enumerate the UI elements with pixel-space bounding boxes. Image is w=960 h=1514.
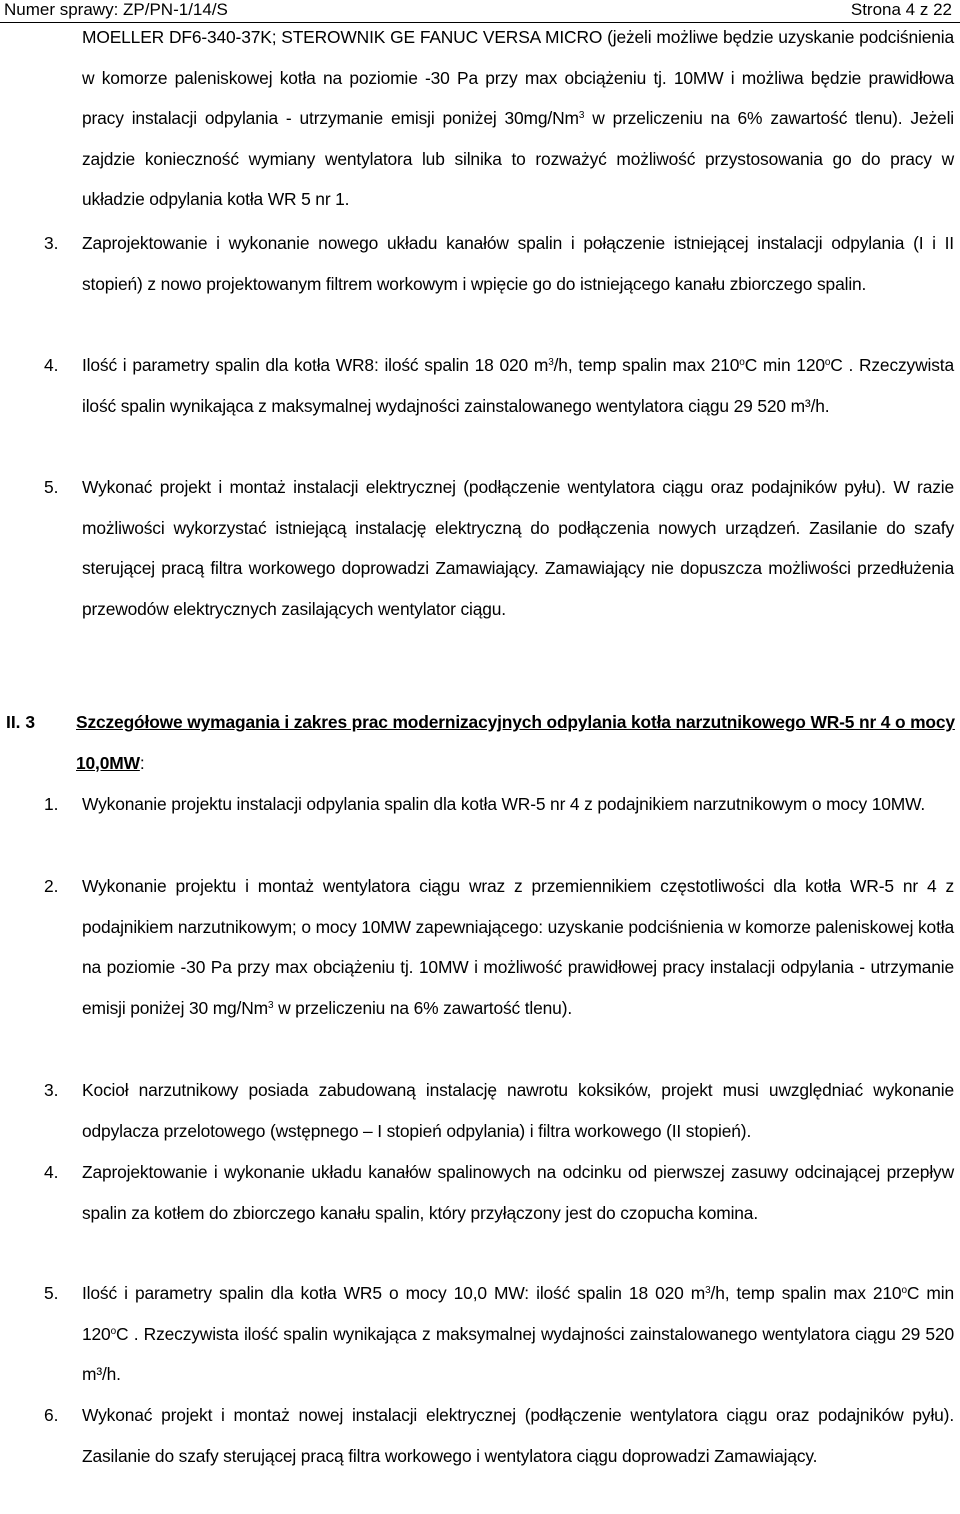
section-number: II. 3 [6,712,35,732]
s3-item-3-number: 3. [44,1080,59,1100]
page-number: Strona 4 z 22 [850,0,952,19]
s3-item-5-text: Ilość i parametry spalin dla kotła WR5 o mocy 10,0 MW: ilość spalin 18 020 $m^3/h$, temp spalin max 210$^o$C min 120$^o$C . Rzeczywista ilość spalin wynikająca z maksymalnej wydajności zainstalowanego wentylatora ciągu 29 520 m³/h. [82,1283,954,1385]
s3-item-1-text: Wykonanie projektu instalacji odpylania spalin dla kotła WR-5 nr 4 z podajnikiem narzutnikowym o mocy 10MW. [82,794,926,814]
s3-item-4-number: 4. [44,1162,59,1182]
item-4-text: Ilość i parametry spalin dla kotła WR8: ilość spalin 18 020 $m^3/h$, temp spalin max 210$^o$C min 120$^o$C . Rzeczywista ilość spalin wynikająca z maksymalnej wydajności zainstalowanego wentylatora ciągu 29 520 m³/h. [82,355,954,416]
s3-item-6-text: Wykonać projekt i montaż nowej instalacji elektrycznej (podłączenie wentylatora ciągu oraz podajników pyłu). Zasilanie do szafy sterującej pracą filtra workowego i wentylatora ciągu doprowadzi Zamawiający. [82,1405,954,1466]
item-3-number: 3. [44,233,59,253]
s3-item-4-text: Zaprojektowanie i wykonanie układu kanałów spalinowych na odcinku od pierwszej zasuwy odcinającej przepływ spalin za kotłem do zbiorczego kanału spalin, który przyłączony jest do czopucha komina. [82,1162,954,1223]
section-title: Szczegółowe wymagania i zakres prac modernizacyjnych odpylania kotła narzutnikowego WR-5 nr 4 o mocy 10,0MW: [76,712,955,773]
s3-item-2-number: 2. [44,876,59,896]
item-2-continuation: MOELLER DF6-340-37K; STEROWNIK GE FANUC VERSA MICRO (jeżeli możliwe będzie uzyskanie podciśnienia w komorze paleniskowej kotła na poziomie -30 Pa przy max obciążeniu tj. 10MW i możliwa będzie prawidłowa pracy instalacji odpylania - utrzymanie emisji poniżej 30mg/Nm$^3$ w przeliczeniu na 6% zawartość tlenu). Jeżeli zajdzie konieczność wymiany wentylatora lub silnika to rozważyć możliwość przystosowania go do pracy w układzie odpylania kotła WR 5 nr 1. [82,27,954,210]
item-5-text: Wykonać projekt i montaż instalacji elektrycznej (podłączenie wentylatora ciągu oraz podajników pyłu). W razie możliwości wykorzystać istniejącą instalację elektryczną do podłączenia nowych urządzeń. Zasilanie do szafy sterującej pracą filtra workowego doprowadzi Zamawiający. Zamawiający nie dopuszcza możliwości przedłużenia przewodów elektrycznych zasilających wentylator ciągu. [82,477,954,619]
item-3-text: Zaprojektowanie i wykonanie nowego układu kanałów spalin i połączenie istniejącej instalacji odpylania (I i II stopień) z nowo projektowanym filtrem workowym i wpięcie go do istniejącego kanału zbiorczego spalin. [82,233,954,294]
item-5-number: 5. [44,477,59,497]
s3-item-2-text: Wykonanie projektu i montaż wentylatora ciągu wraz z przemiennikiem częstotliwości dla kotła WR-5 nr 4 z podajnikiem narzutnikowym; o mocy 10MW zapewniającego: uzyskanie podciśnienia w komorze paleniskowej kotła na poziomie -30 Pa przy max obciążeniu tj. 10MW i możliwość prawidłowej pracy instalacji odpylania - utrzymanie emisji poniżej 30 mg/Nm$^3$ w przeliczeniu na 6% zawartość tlenu). [82,876,954,1018]
s3-item-5-number: 5. [44,1283,59,1303]
s3-item-3-text: Kocioł narzutnikowy posiada zabudowaną instalację nawrotu koksików, projekt musi uwzględniać wykonanie odpylacza przelotowego (wstępnego – I stopień odpylania) i filtra workowego (II stopień). [82,1080,954,1141]
s3-item-6-number: 6. [44,1405,59,1425]
s3-item-1-number: 1. [44,794,59,814]
case-number: Numer sprawy: ZP/PN-1/14/S [4,0,228,19]
item-4-number: 4. [44,355,59,375]
